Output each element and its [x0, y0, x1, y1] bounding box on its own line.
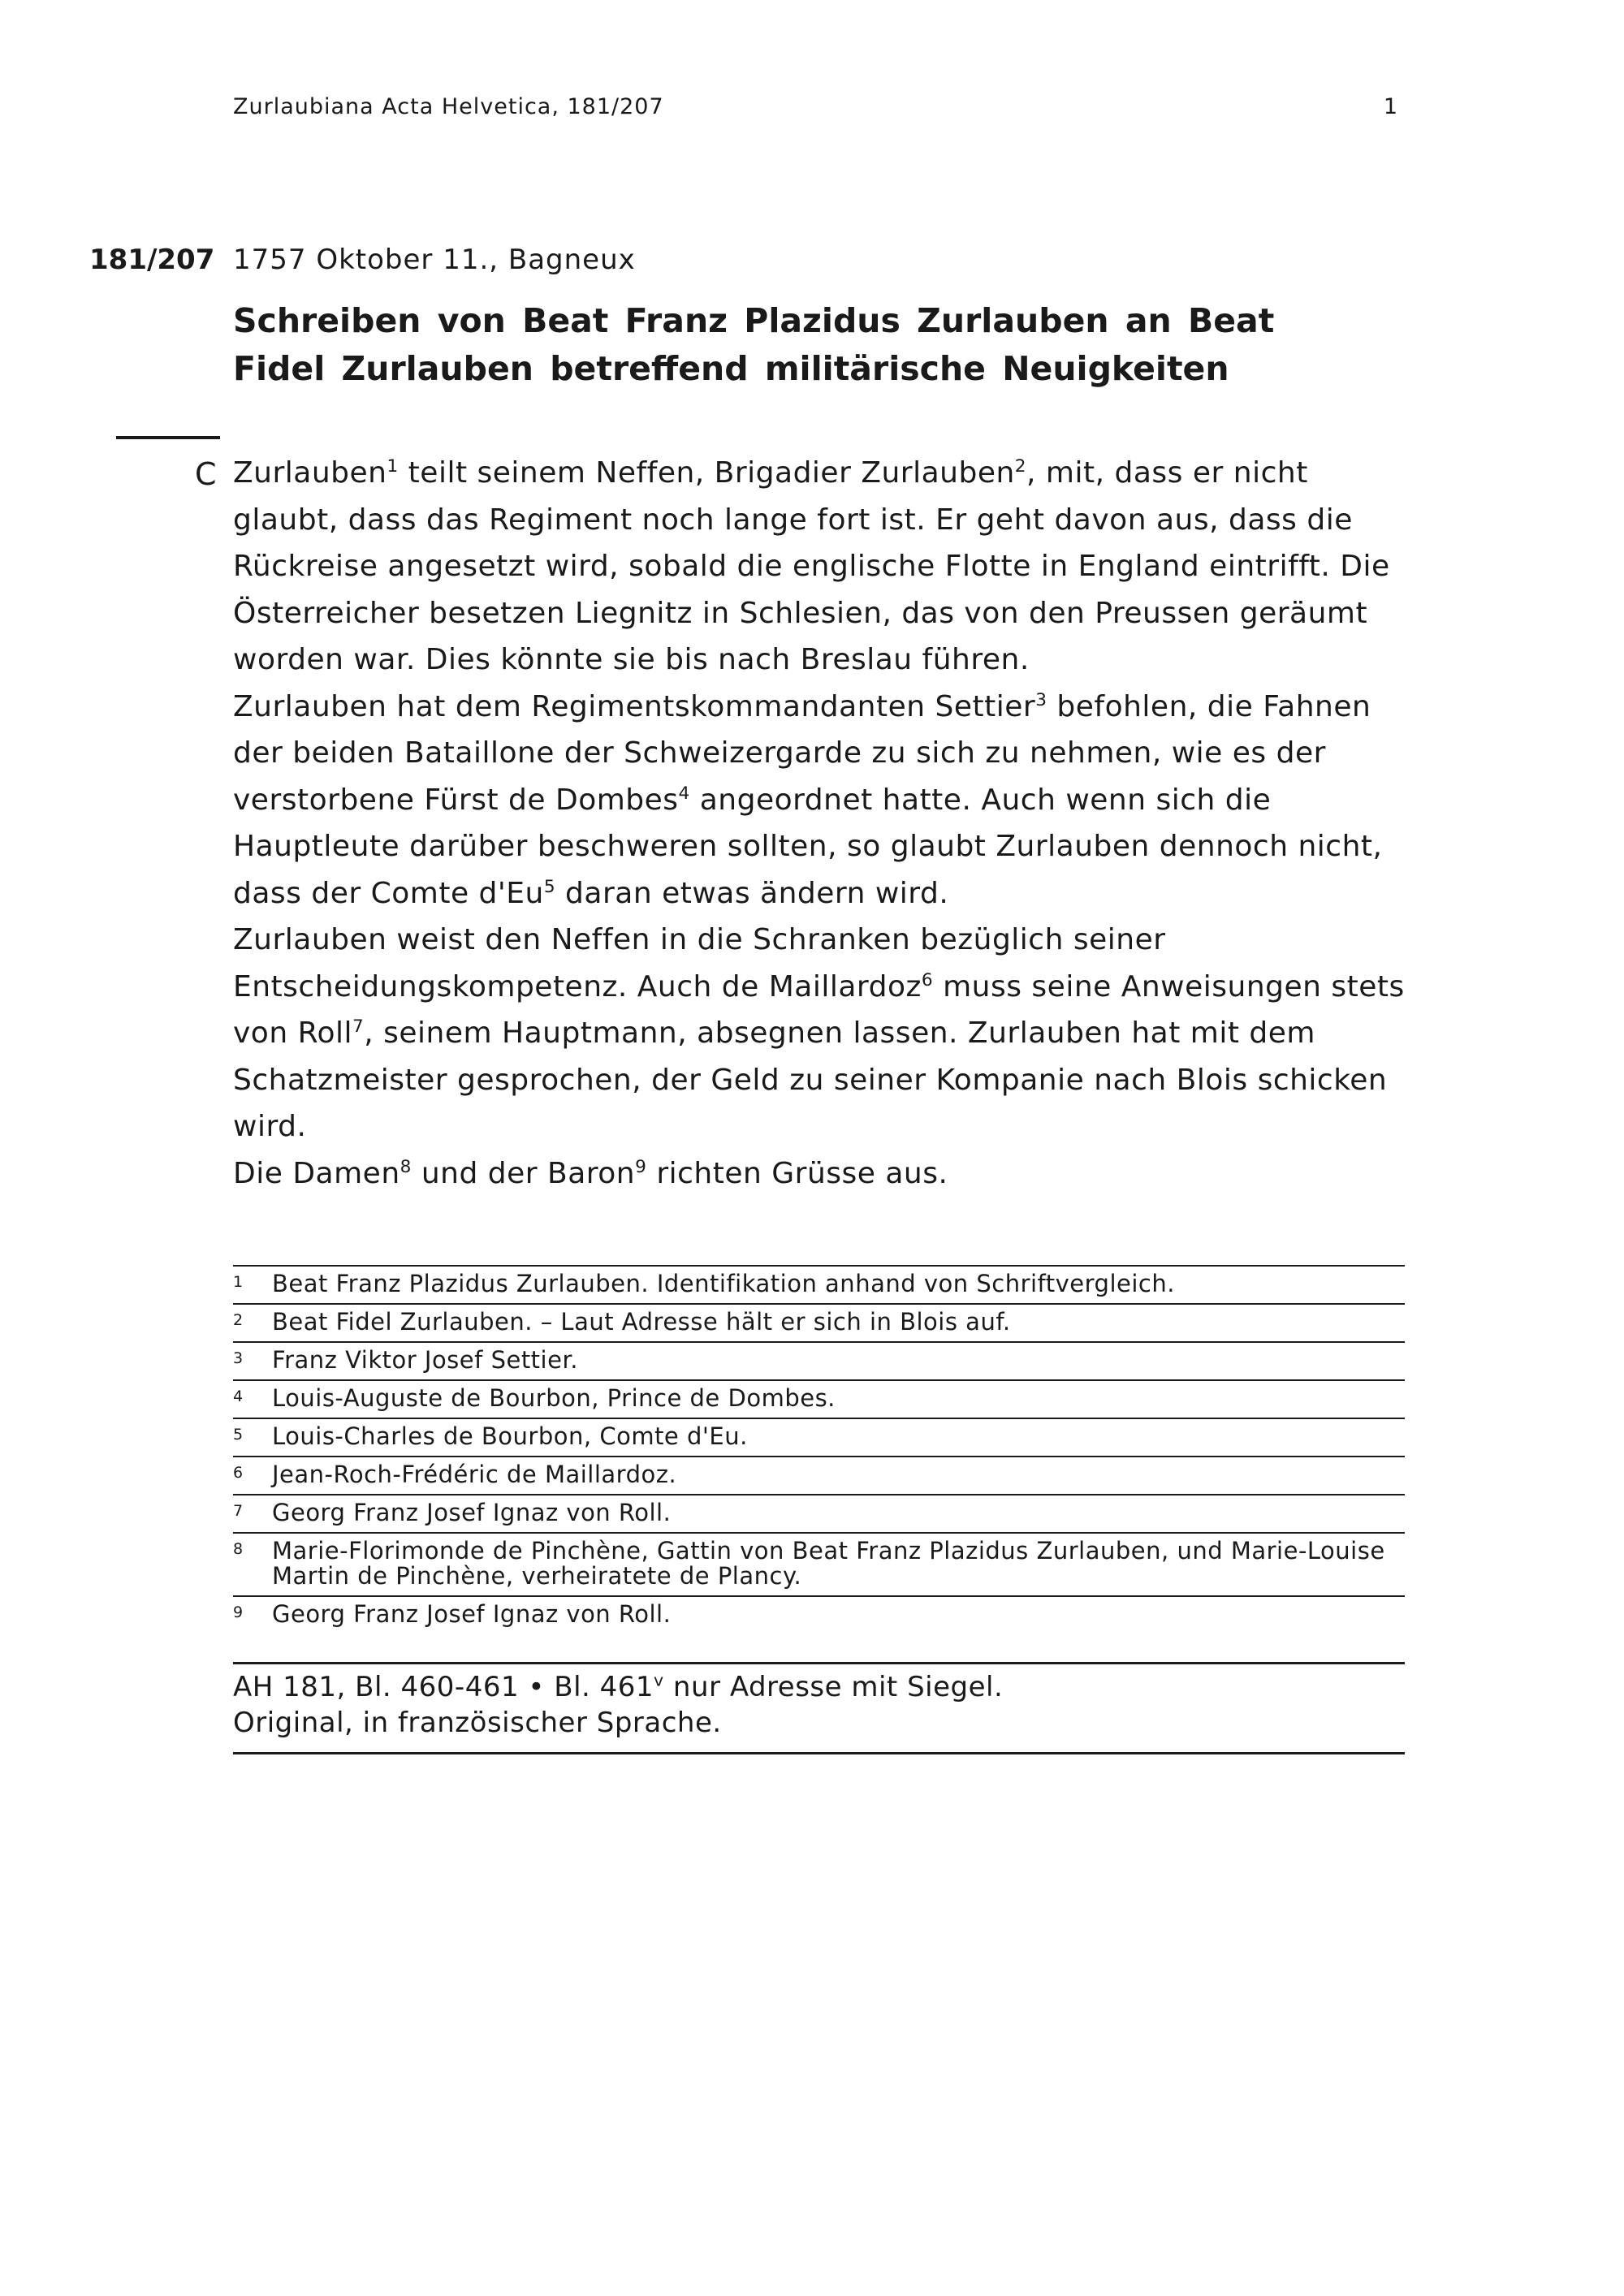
- footnote-number: 9: [233, 1603, 244, 1621]
- page-number: 1: [1383, 94, 1398, 119]
- footnote: [233, 1265, 1405, 1303]
- footnote-text: Marie-Florimonde de Pinchène, Gattin von Beat Franz Plazidus Zurlauben, und Marie-Louise Martin de Pinchène, verheiratete de Plancy.: [272, 1537, 1385, 1590]
- footnote-text: Georg Franz Josef Ignaz von Roll.: [272, 1600, 672, 1628]
- source-line: AH 181, Bl. 460-461 • Bl. 461$^v$ nur Adresse mit Siegel.: [233, 1670, 1004, 1703]
- footnote-ref[interactable]: 5: [543, 876, 556, 897]
- document-number: 181/207: [89, 244, 215, 276]
- footnote-number: 8: [233, 1540, 244, 1558]
- footnote-text: Beat Fidel Zurlauben. – Laut Adresse hält er sich in Blois auf.: [272, 1308, 1011, 1336]
- running-header: [233, 94, 1405, 127]
- source-line: Original, in französischer Sprache.: [233, 1707, 722, 1739]
- footnote-ref[interactable]: 7: [352, 1016, 365, 1037]
- summary-paragraph: Die Damen$^8$ und der Baron$^9$ richten Grüsse aus.: [233, 1156, 948, 1190]
- footnote: [233, 1379, 1405, 1418]
- footnote: [233, 1418, 1405, 1456]
- footnote: [233, 1456, 1405, 1494]
- footnote-number: 7: [233, 1502, 244, 1520]
- running-title: Zurlaubiana Acta Helvetica, 181/207: [233, 94, 664, 119]
- summary: [233, 450, 1419, 1197]
- footnote-text: Georg Franz Josef Ignaz von Roll.: [272, 1499, 672, 1526]
- footnote-number: 3: [233, 1349, 244, 1367]
- footnote: [233, 1595, 1405, 1634]
- document-title: Schreiben von Beat Franz Plazidus Zurlauben an Beat Fidel Zurlauben betreffend militärische Neuigkeiten: [233, 301, 1275, 388]
- footnote-ref[interactable]: 2: [1014, 456, 1027, 477]
- margin-letter: C: [195, 456, 217, 492]
- verso-mark: v: [654, 1670, 664, 1690]
- footnote-number: 6: [233, 1464, 244, 1482]
- summary-paragraph: Zurlauben hat dem Regimentskommandanten Settier$^3$ befohlen, die Fahnen der beiden Bataillone der Schweizergarde zu sich zu nehmen, wie es der verstorbene Fürst de Dombes$^4$ angeordnet hatte. Auch wenn sich die Hauptleute darüber beschweren sollten, so glaubt Zurlauben dennoch nicht, dass der Comte d'Eu$^5$ daran etwas ändern wird.: [233, 689, 1383, 910]
- footnote-number: 1: [233, 1273, 244, 1291]
- footnote-ref[interactable]: 4: [678, 783, 690, 804]
- source-note: [233, 1662, 1405, 1754]
- footnote-number: 5: [233, 1426, 244, 1444]
- footnote-text: Jean-Roch-Frédéric de Maillardoz.: [272, 1461, 677, 1488]
- footnote-text: Louis-Auguste de Bourbon, Prince de Dombes.: [272, 1384, 836, 1412]
- footnotes: [233, 1265, 1405, 1634]
- summary-paragraph: Zurlauben$^1$ teilt seinem Neffen, Brigadier Zurlauben$^2$, mit, dass er nicht glaubt, dass das Regiment noch lange fort ist. Er geht davon aus, dass die Rückreise angesetzt wird, sobald die englische Flotte in England eintrifft. Die Österreicher besetzen Liegnitz in Schlesien, das von den Preussen geräumt worden war. Dies könnte sie bis nach Breslau führen.: [233, 456, 1390, 676]
- footnote-text: Beat Franz Plazidus Zurlauben. Identifikation anhand von Schriftvergleich.: [272, 1270, 1175, 1297]
- footnote-number: 2: [233, 1311, 244, 1329]
- footnote-ref[interactable]: 6: [921, 969, 934, 990]
- footnote-ref[interactable]: 3: [1035, 689, 1047, 710]
- footnote-text: Franz Viktor Josef Settier.: [272, 1346, 578, 1374]
- date-place: 1757 Oktober 11., Bagneux: [233, 244, 636, 276]
- summary-paragraph: Zurlauben weist den Neffen in die Schranken bezüglich seiner Entscheidungskompetenz. Auch de Maillardoz$^6$ muss seine Anweisungen stets von Roll$^7$, seinem Hauptmann, absegnen lassen. Zurlauben hat mit dem Schatzmeister gesprochen, der Geld zu seiner Kompanie nach Blois schicken wird.: [233, 923, 1405, 1143]
- footnote: [233, 1341, 1405, 1379]
- footnote: [233, 1494, 1405, 1532]
- footnote-ref[interactable]: 1: [387, 456, 399, 477]
- margin-rule: [116, 436, 220, 439]
- footnote-ref[interactable]: 9: [635, 1156, 647, 1177]
- footnote-ref[interactable]: 8: [400, 1156, 412, 1177]
- footnote-text: Louis-Charles de Bourbon, Comte d'Eu.: [272, 1422, 748, 1450]
- footnote-number: 4: [233, 1388, 244, 1405]
- footnote: [233, 1532, 1405, 1595]
- footnote: [233, 1303, 1405, 1341]
